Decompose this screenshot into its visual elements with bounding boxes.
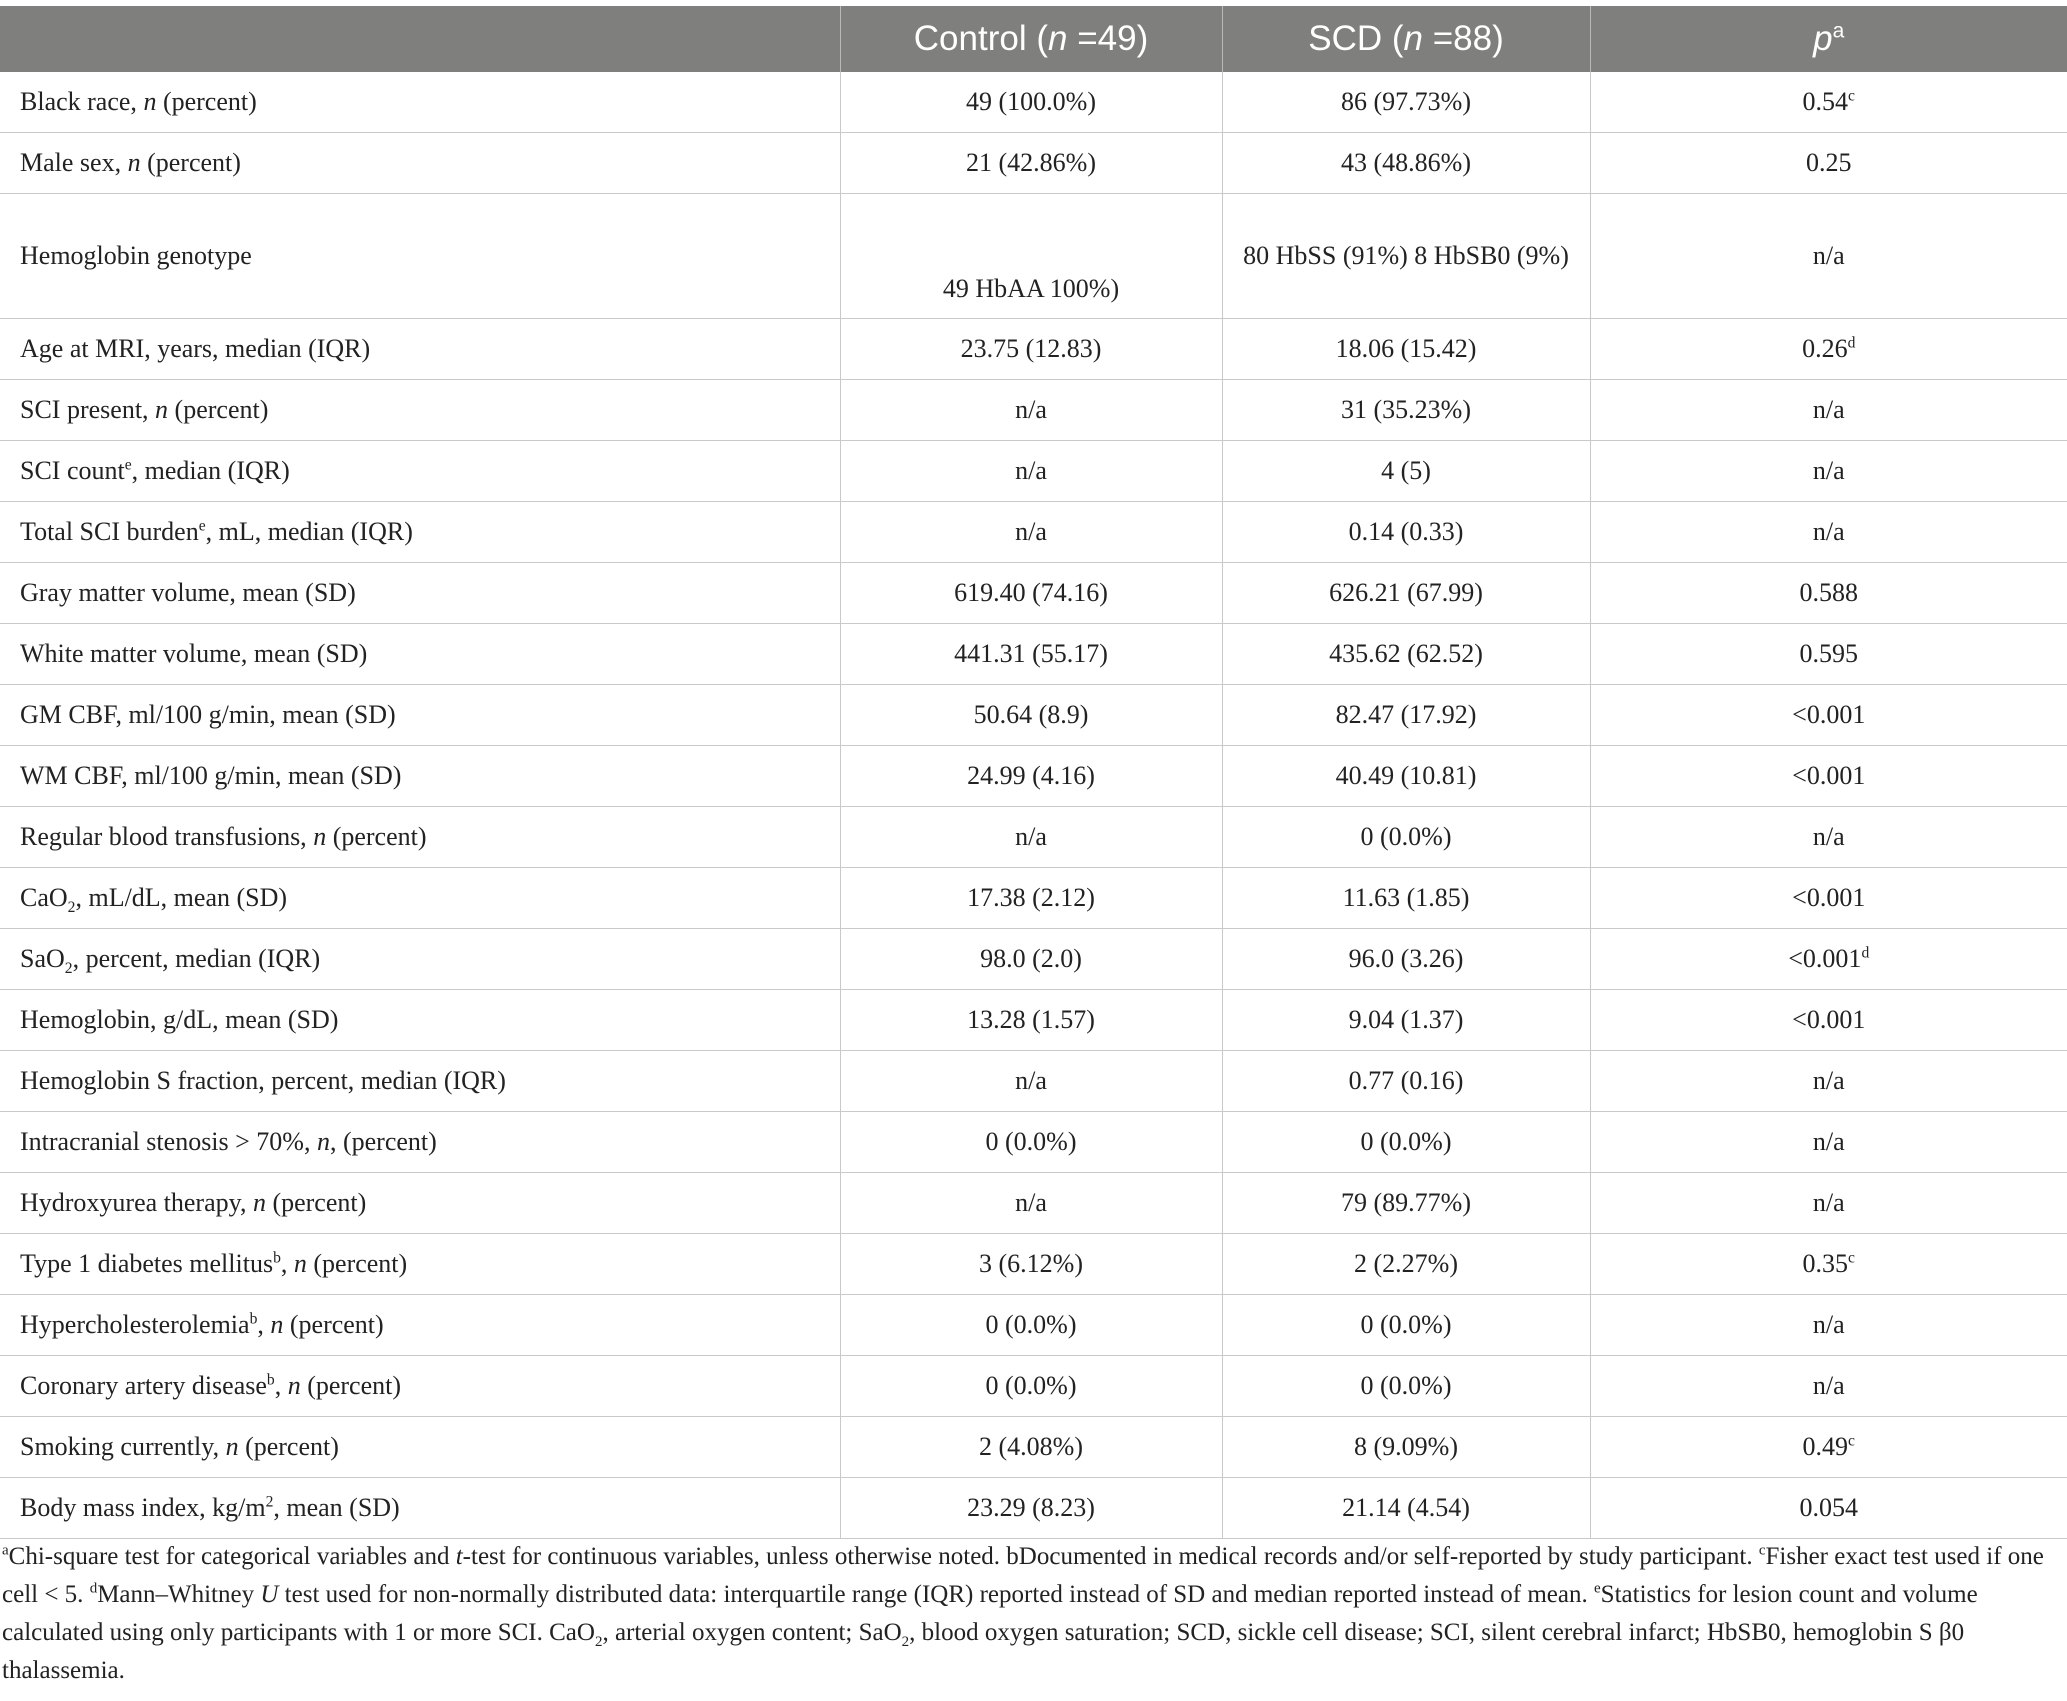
row-label: Hemoglobin S fraction, percent, median (IQR) <box>0 1051 840 1112</box>
table-row <box>0 380 2067 441</box>
control-value: 23.29 (8.23) <box>840 1478 1222 1539</box>
row-label: Regular blood transfusions, n (percent) <box>0 807 840 868</box>
table-row <box>0 868 2067 929</box>
control-value: 50.64 (8.9) <box>840 685 1222 746</box>
table-row <box>0 624 2067 685</box>
scd-value: 626.21 (67.99) <box>1222 563 1590 624</box>
p-value: 0.49$^c$ <box>1590 1417 2067 1478</box>
row-label: SCI present, n (percent) <box>0 380 840 441</box>
p-value: 0.35$^c$ <box>1590 1234 2067 1295</box>
header-row <box>0 6 2067 72</box>
control-value: 0 (0.0%) <box>840 1295 1222 1356</box>
scd-value: 79 (89.77%) <box>1222 1173 1590 1234</box>
control-value: 2 (4.08%) <box>840 1417 1222 1478</box>
table-row <box>0 1295 2067 1356</box>
control-value: n/a <box>840 1173 1222 1234</box>
p-value: n/a <box>1590 194 2067 319</box>
control-value: 17.38 (2.12) <box>840 868 1222 929</box>
table-row <box>0 441 2067 502</box>
scd-value: 86 (97.73%) <box>1222 72 1590 133</box>
p-value: n/a <box>1590 1356 2067 1417</box>
control-value: n/a <box>840 502 1222 563</box>
scd-value: 0.77 (0.16) <box>1222 1051 1590 1112</box>
row-label: Body mass index, $kg/m^2$, mean (SD) <box>0 1478 840 1539</box>
row-label: Male sex, n (percent) <box>0 133 840 194</box>
scd-value: 2 (2.27%) <box>1222 1234 1590 1295</box>
control-value: 0 (0.0%) <box>840 1356 1222 1417</box>
scd-value: 18.06 (15.42) <box>1222 319 1590 380</box>
p-value: n/a <box>1590 441 2067 502</box>
control-value: n/a <box>840 380 1222 441</box>
row-label: GM CBF, ml/100 g/min, mean (SD) <box>0 685 840 746</box>
table-footnote: $^a$Chi-square test for categorical variables and t-test for continuous variables, unless otherwise noted. bDocumented in medical records and/or self-reported by study participant. $^c$Fisher exact test used if one cell < 5. $^d$Mann–Whitney U test used for non-normally distributed data: interquartile range (IQR) reported instead of SD and median reported instead of mean. $^e$Statistics for lesion count and volume calculated using only participants with 1 or more SCI. CaO$_2$, arterial oxygen content; SaO$_2$, blood oxygen saturation; SCD, sickle cell disease; SCI, silent cerebral infarct; HbSB0, hemoglobin S β0 thalassemia. <box>2 1542 2044 1684</box>
scd-value: 21.14 (4.54) <box>1222 1478 1590 1539</box>
p-value: 0.25 <box>1590 133 2067 194</box>
row-label: Hemoglobin genotype <box>0 194 840 319</box>
row-label: Black race, n (percent) <box>0 72 840 133</box>
data-table <box>0 6 2067 1539</box>
control-value: 49 (100.0%) <box>840 72 1222 133</box>
table-body <box>0 72 2067 1539</box>
scd-value: 82.47 (17.92) <box>1222 685 1590 746</box>
table-container <box>0 6 2067 1539</box>
p-value: <0.001 <box>1590 990 2067 1051</box>
table-row <box>0 807 2067 868</box>
scd-value: 0 (0.0%) <box>1222 1295 1590 1356</box>
scd-value: 4 (5) <box>1222 441 1590 502</box>
table-row <box>0 990 2067 1051</box>
scd-value: 31 (35.23%) <box>1222 380 1590 441</box>
row-label: Hypercholesterolemia$^b$, n (percent) <box>0 1295 840 1356</box>
p-value: n/a <box>1590 1112 2067 1173</box>
row-label: Hemoglobin, g/dL, mean (SD) <box>0 990 840 1051</box>
control-value: n/a <box>840 441 1222 502</box>
table-row <box>0 502 2067 563</box>
scd-value: 9.04 (1.37) <box>1222 990 1590 1051</box>
control-value: n/a <box>840 807 1222 868</box>
p-value: n/a <box>1590 380 2067 441</box>
row-label: Age at MRI, years, median (IQR) <box>0 319 840 380</box>
p-value: 0.054 <box>1590 1478 2067 1539</box>
scd-value: 0.14 (0.33) <box>1222 502 1590 563</box>
p-value: n/a <box>1590 502 2067 563</box>
p-value: n/a <box>1590 1173 2067 1234</box>
scd-value: 80 HbSS (91%) 8 HbSB0 (9%) <box>1222 194 1590 319</box>
p-value: n/a <box>1590 1295 2067 1356</box>
row-label: Gray matter volume, mean (SD) <box>0 563 840 624</box>
row-label: White matter volume, mean (SD) <box>0 624 840 685</box>
control-value: 13.28 (1.57) <box>840 990 1222 1051</box>
scd-value: 43 (48.86%) <box>1222 133 1590 194</box>
table-row <box>0 746 2067 807</box>
scd-value: 8 (9.09%) <box>1222 1417 1590 1478</box>
control-value: 619.40 (74.16) <box>840 563 1222 624</box>
row-label: Hydroxyurea therapy, n (percent) <box>0 1173 840 1234</box>
table-row <box>0 319 2067 380</box>
scd-value: 0 (0.0%) <box>1222 807 1590 868</box>
scd-value: 40.49 (10.81) <box>1222 746 1590 807</box>
p-value: 0.54$^c$ <box>1590 72 2067 133</box>
control-value: 21 (42.86%) <box>840 133 1222 194</box>
table-header <box>0 6 2067 72</box>
header-scd: SCD (n =88) <box>1222 6 1590 72</box>
p-value: n/a <box>1590 1051 2067 1112</box>
table-row <box>0 1478 2067 1539</box>
header-p: $p^a$ <box>1590 6 2067 72</box>
scd-value: 96.0 (3.26) <box>1222 929 1590 990</box>
scd-value: 0 (0.0%) <box>1222 1356 1590 1417</box>
table-row <box>0 1417 2067 1478</box>
control-value: 49 HbAA 100%) <box>840 194 1222 319</box>
table-row <box>0 1173 2067 1234</box>
p-value: 0.26$^d$ <box>1590 319 2067 380</box>
table-row <box>0 72 2067 133</box>
control-value: 0 (0.0%) <box>840 1112 1222 1173</box>
table-row <box>0 685 2067 746</box>
p-value: 0.595 <box>1590 624 2067 685</box>
control-value: 3 (6.12%) <box>840 1234 1222 1295</box>
p-value: 0.588 <box>1590 563 2067 624</box>
table-row <box>0 929 2067 990</box>
row-label: Smoking currently, n (percent) <box>0 1417 840 1478</box>
scd-value: 11.63 (1.85) <box>1222 868 1590 929</box>
table-row <box>0 563 2067 624</box>
table-row <box>0 1051 2067 1112</box>
row-label: SCI count$^e$, median (IQR) <box>0 441 840 502</box>
control-value: 23.75 (12.83) <box>840 319 1222 380</box>
table-row <box>0 194 2067 319</box>
scd-value: 0 (0.0%) <box>1222 1112 1590 1173</box>
row-label: Intracranial stenosis > 70%, n, (percent) <box>0 1112 840 1173</box>
table-row <box>0 1356 2067 1417</box>
row-label: SaO$_2$, percent, median (IQR) <box>0 929 840 990</box>
header-control: Control (n =49) <box>840 6 1222 72</box>
p-value: n/a <box>1590 807 2067 868</box>
table-row <box>0 1234 2067 1295</box>
p-value: <0.001 <box>1590 746 2067 807</box>
row-label: Coronary artery disease$^b$, n (percent) <box>0 1356 840 1417</box>
table-row <box>0 133 2067 194</box>
row-label: CaO$_2$, mL/dL, mean (SD) <box>0 868 840 929</box>
control-value: 441.31 (55.17) <box>840 624 1222 685</box>
scd-value: 435.62 (62.52) <box>1222 624 1590 685</box>
row-label: WM CBF, ml/100 g/min, mean (SD) <box>0 746 840 807</box>
control-value: 24.99 (4.16) <box>840 746 1222 807</box>
control-value: 98.0 (2.0) <box>840 929 1222 990</box>
header-label-cell <box>0 6 840 72</box>
p-value: <0.001 <box>1590 868 2067 929</box>
row-label: Total SCI burden$^e$, mL, median (IQR) <box>0 502 840 563</box>
row-label: Type 1 diabetes mellitus$^b$, n (percent) <box>0 1234 840 1295</box>
p-value: <0.001$^d$ <box>1590 929 2067 990</box>
control-value: n/a <box>840 1051 1222 1112</box>
table-row <box>0 1112 2067 1173</box>
p-value: <0.001 <box>1590 685 2067 746</box>
